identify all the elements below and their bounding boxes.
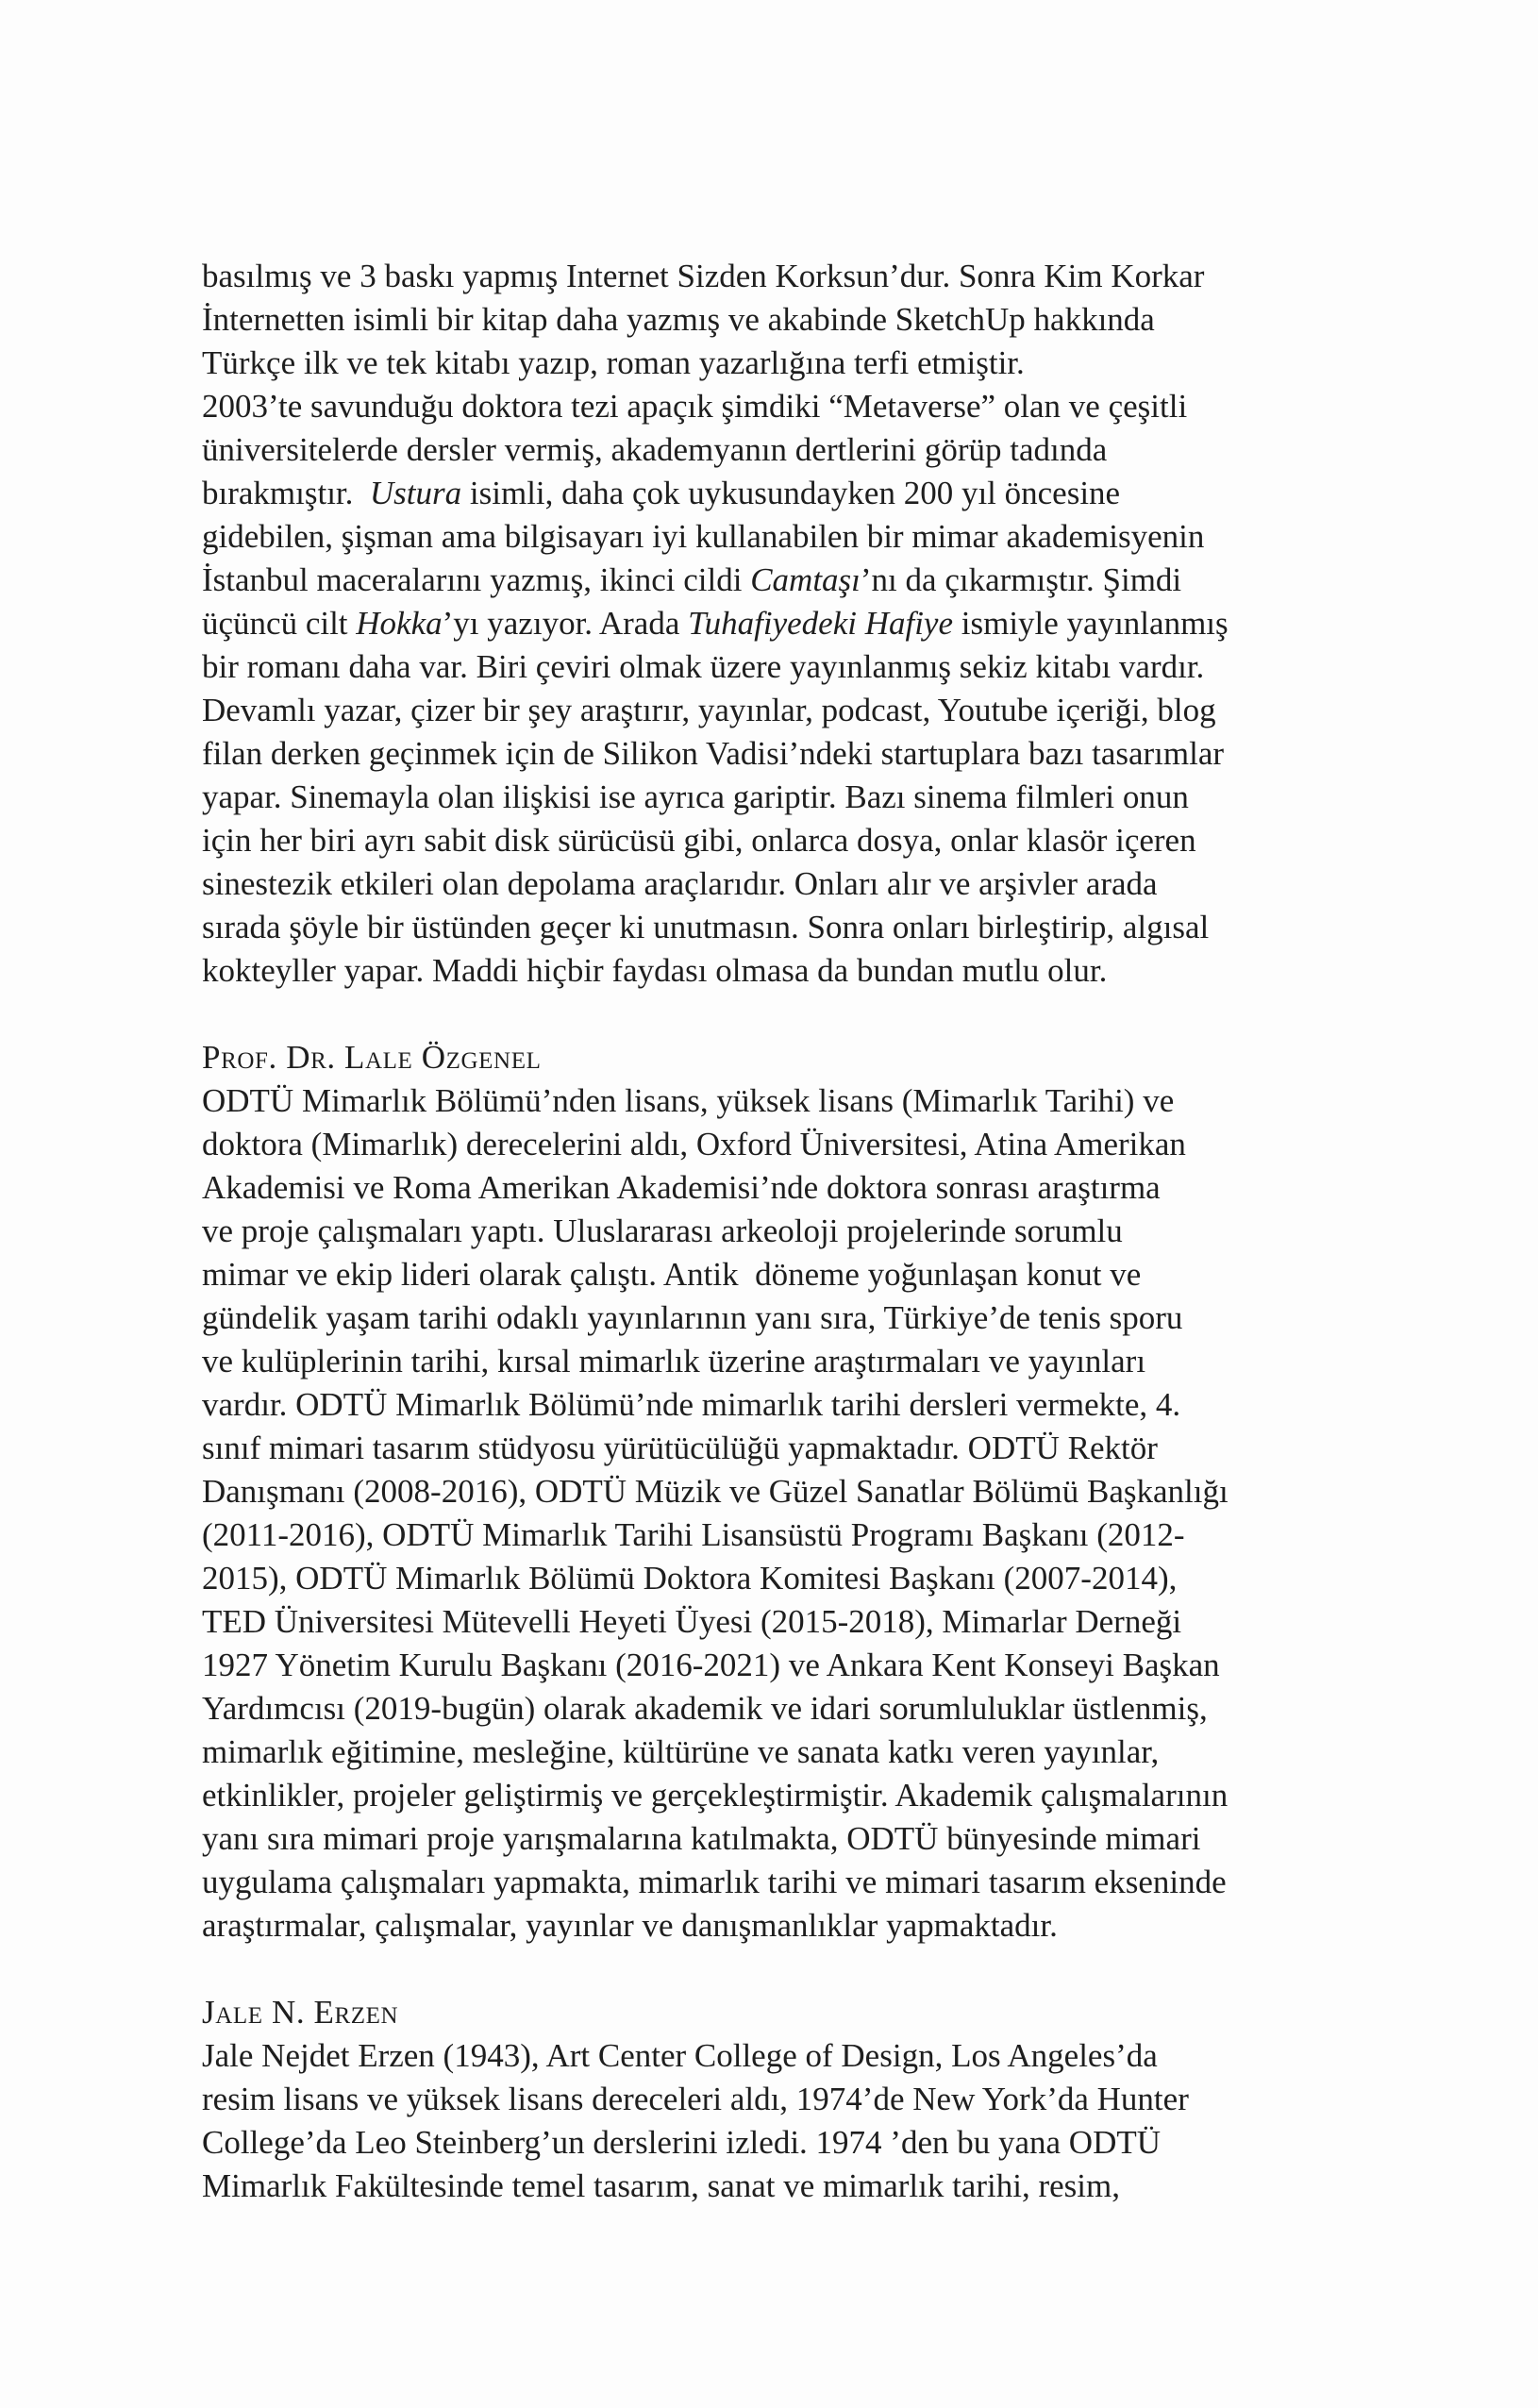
italic-book-title: Tuhafiyedeki Hafiye	[688, 605, 953, 642]
text-line: ve proje çalışmaları yaptı. Uluslararası arkeoloji projelerinde sorumlu	[202, 1212, 1123, 1249]
text-line: 2003’te savunduğu doktora tezi apaçık şimdiki “Metaverse” olan ve çeşitli	[202, 388, 1188, 425]
paragraph	[202, 255, 1359, 385]
text-line	[202, 472, 1359, 515]
italic-book-title: Camtaşı	[750, 561, 861, 598]
text-run: ’yı yazıyor. Arada	[442, 605, 689, 642]
text-line: vardır. ODTÜ Mimarlık Bölümü’nde mimarlık tarihi dersleri vermekte, 4.	[202, 1386, 1181, 1423]
paragraph	[202, 1079, 1359, 1948]
text-line: yapar. Sinemayla olan ilişkisi ise ayrıca gariptir. Bazı sinema filmleri onun	[202, 778, 1189, 815]
text-line: etkinlikler, projeler geliştirmiş ve gerçekleştirmiştir. Akademik çalışmalarının	[202, 1777, 1229, 1814]
text-line	[202, 559, 1359, 602]
italic-book-title: Hokka	[356, 605, 443, 642]
text-line: 1927 Yönetim Kurulu Başkanı (2016-2021) ve Ankara Kent Konseyi Başkan	[202, 1647, 1220, 1683]
text-line: College’da Leo Steinberg’un derslerini izledi. 1974 ’den bu yana ODTÜ	[202, 2124, 1162, 2161]
section-heading: Jale N. Erzen	[202, 1994, 399, 2031]
paragraph	[202, 2034, 1359, 2208]
text-line: Danışmanı (2008-2016), ODTÜ Müzik ve Güzel Sanatlar Bölümü Başkanlığı	[202, 1473, 1229, 1510]
text-block	[202, 255, 1359, 2208]
text-run: ’nı da çıkarmıştır. Şimdi	[860, 561, 1182, 598]
text-run: ismiyle yayınlanmış	[953, 605, 1229, 642]
text-line: Jale Nejdet Erzen (1943), Art Center College of Design, Los Angeles’da	[202, 2037, 1158, 2074]
text-line: (2011-2016), ODTÜ Mimarlık Tarihi Lisansüstü Programı Başkanı (2012-	[202, 1516, 1185, 1553]
text-run: isimli, daha çok uykusundayken 200 yıl öncesine	[461, 475, 1121, 511]
text-line	[202, 602, 1359, 645]
text-line: ODTÜ Mimarlık Bölümü’nden lisans, yüksek lisans (Mimarlık Tarihi) ve	[202, 1082, 1175, 1119]
text-line: sinestezik etkileri olan depolama araçlarıdır. Onları alır ve arşivler arada	[202, 865, 1158, 902]
text-line: filan derken geçinmek için de Silikon Vadisi’ndeki startuplara bazı tasarımlar	[202, 735, 1225, 772]
text-run: üçüncü cilt	[202, 605, 357, 642]
text-line: resim lisans ve yüksek lisans dereceleri aldı, 1974’de New York’da Hunter	[202, 2081, 1189, 2117]
text-line: TED Üniversitesi Mütevelli Heyeti Üyesi (2015-2018), Mimarlar Derneği	[202, 1603, 1182, 1640]
text-line: basılmış ve 3 baskı yapmış Internet Sizden Korksun’dur. Sonra Kim Korkar	[202, 258, 1205, 294]
text-line: Yardımcısı (2019-bugün) olarak akademik ve idari sorumluluklar üstlenmiş,	[202, 1690, 1208, 1727]
text-line: kokteyller yapar. Maddi hiçbir faydası olmasa da bundan mutlu olur.	[202, 952, 1108, 989]
bio-section	[202, 255, 1359, 993]
text-line: bir romanı daha var. Biri çeviri olmak üzere yayınlanmış sekiz kitabı vardır.	[202, 648, 1205, 685]
paragraph	[202, 385, 1359, 993]
text-line: gidebilen, şişman ama bilgisayarı iyi kullanabilen bir mimar akademisyenin	[202, 518, 1205, 555]
text-line: sınıf mimari tasarım stüdyosu yürütücülüğü yapmaktadır. ODTÜ Rektör	[202, 1430, 1158, 1466]
text-line: İnternetten isimli bir kitap daha yazmış ve akabinde SketchUp hakkında	[202, 301, 1155, 338]
bio-section	[202, 1036, 1359, 1948]
text-line: sırada şöyle bir üstünden geçer ki unutmasın. Sonra onları birleştirip, algısal	[202, 909, 1210, 945]
text-line: uygulama çalışmaları yapmakta, mimarlık tarihi ve mimari tasarım ekseninde	[202, 1864, 1227, 1900]
italic-book-title: Ustura	[369, 475, 462, 511]
text-run: bırakmıştır.	[202, 475, 370, 511]
text-run: İstanbul maceralarını yazmış, ikinci cildi	[202, 561, 751, 598]
text-line: mimar ve ekip lideri olarak çalıştı. Antik döneme yoğunlaşan konut ve	[202, 1256, 1142, 1293]
text-line: için her biri ayrı sabit disk sürücüsü gibi, onlarca dosya, onlar klasör içeren	[202, 822, 1196, 859]
text-line: mimarlık eğitimine, mesleğine, kültürüne ve sanata katkı veren yayınlar,	[202, 1733, 1160, 1770]
bio-section	[202, 1991, 1359, 2208]
text-line: araştırmalar, çalışmalar, yayınlar ve danışmanlıklar yapmaktadır.	[202, 1907, 1058, 1944]
text-line: üniversitelerde dersler vermiş, akademyanın dertlerini görüp tadında	[202, 431, 1108, 468]
text-line: gündelik yaşam tarihi odaklı yayınlarının yanı sıra, Türkiye’de tenis sporu	[202, 1299, 1183, 1336]
text-line: 2015), ODTÜ Mimarlık Bölümü Doktora Komitesi Başkanı (2007-2014),	[202, 1560, 1178, 1597]
text-line: ve kulüplerinin tarihi, kırsal mimarlık üzerine araştırmaları ve yayınları	[202, 1343, 1146, 1380]
text-line: yanı sıra mimari proje yarışmalarına katılmakta, ODTÜ bünyesinde mimari	[202, 1820, 1201, 1857]
text-line: Devamlı yazar, çizer bir şey araştırır, yayınlar, podcast, Youtube içeriği, blog	[202, 692, 1216, 728]
text-line: Türkçe ilk ve tek kitabı yazıp, roman yazarlığına terfi etmiştir.	[202, 344, 1025, 381]
text-line: Mimarlık Fakültesinde temel tasarım, sanat ve mimarlık tarihi, resim,	[202, 2167, 1120, 2204]
text-line: doktora (Mimarlık) derecelerini aldı, Oxford Üniversitesi, Atina Amerikan	[202, 1126, 1186, 1162]
section-heading: Prof. Dr. Lale Özgenel	[202, 1039, 542, 1076]
text-line: Akademisi ve Roma Amerikan Akademisi’nde doktora sonrası araştırma	[202, 1169, 1161, 1206]
